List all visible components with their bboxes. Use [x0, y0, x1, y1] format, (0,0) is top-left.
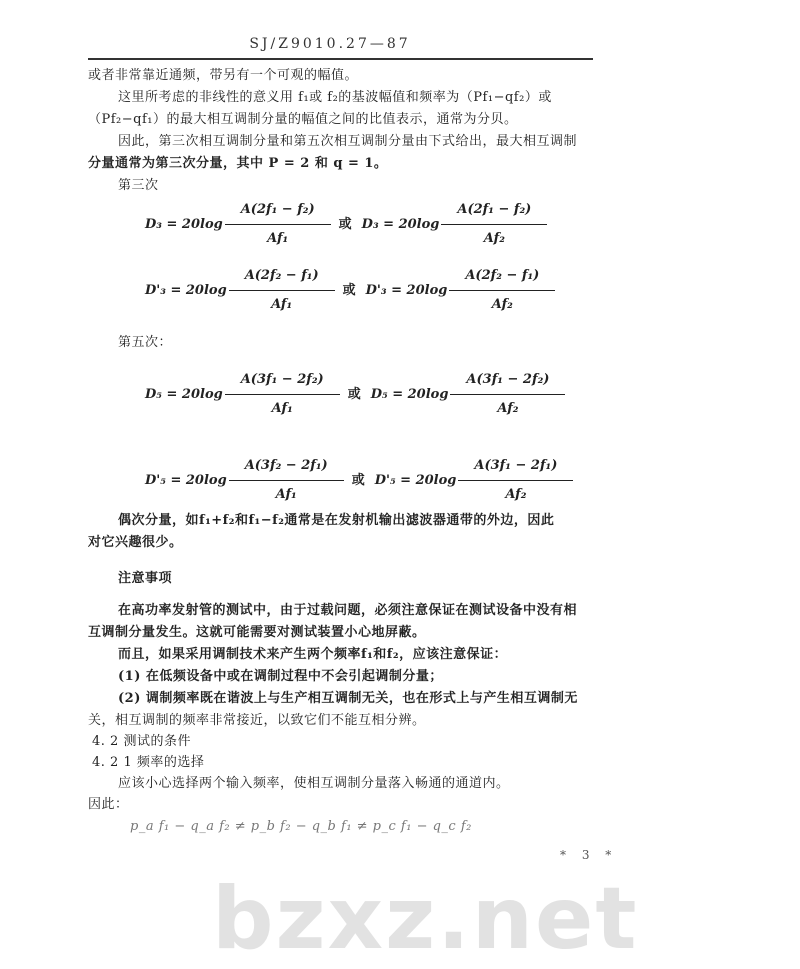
paragraph-line: 而且，如果采用调制技术来产生两个频率f₁和f₂，应该注意保证：	[118, 647, 508, 662]
formula-lhs: D₅ = 20log	[370, 386, 449, 402]
formula-lhs: D₃ = 20log	[361, 216, 440, 232]
list-item: (2) 调制频率既在谐波上与生产相互调制无关，也在形式上与产生相互调制无	[118, 691, 578, 706]
section-label-fifth: 第五次：	[118, 335, 173, 350]
formula-lhs: D₅ = 20log	[145, 386, 223, 402]
formula-d5	[145, 372, 563, 417]
denominator: Af₂	[450, 394, 565, 417]
paragraph-line: 在高功率发射管的测试中，由于过载问题，必须注意保证在测试设备中没有相	[118, 603, 578, 618]
denominator: Af₁	[225, 394, 340, 417]
paragraph-line: 对它兴趣很少。	[88, 535, 183, 550]
or-text: 或	[347, 386, 361, 402]
paragraph-line: （Pf₂−qf₁）的最大相互调制分量的幅值之间的比值表示，通常为分贝。	[88, 112, 518, 127]
numerator: A(2f₁ − f₂)	[240, 202, 315, 217]
numerator: A(3f₁ − 2f₁)	[474, 458, 558, 473]
numerator: A(2f₁ − f₂)	[457, 202, 532, 217]
formula-lhs: D'₃ = 20log	[365, 282, 448, 298]
section-heading: 4. 2 1 频率的选择	[92, 755, 205, 770]
numerator: A(3f₁ − 2f₂)	[466, 372, 550, 387]
paragraph-line: 互调制分量发生。这就可能需要对测试装置小心地屏蔽。	[88, 625, 426, 640]
denominator: Af₂	[458, 480, 573, 503]
list-item: (1) 在低频设备中或在调制过程中不会引起调制分量；	[118, 669, 443, 684]
numerator: A(2f₂ − f₁)	[244, 268, 319, 283]
page-number: * 3 *	[560, 848, 618, 862]
formula-lhs: D'₃ = 20log	[145, 282, 227, 298]
or-text: 或	[342, 282, 356, 298]
formula-d3-prime	[145, 268, 553, 313]
denominator: Af₂	[441, 224, 547, 247]
denominator: Af₁	[225, 224, 331, 247]
formula-lhs: D₃ = 20log	[145, 216, 223, 232]
numerator: A(3f₁ − 2f₂)	[240, 372, 324, 387]
paragraph-line: 关，相互调制的频率非常接近，以致它们不能互相分辨。	[88, 713, 426, 728]
paragraph-line: 或者非常靠近通频，带另有一个可观的幅值。	[88, 68, 359, 83]
paragraph-line: 应该小心选择两个输入频率，使相互调制分量落入畅通的通道内。	[118, 776, 510, 791]
formula-lhs: D'₅ = 20log	[145, 472, 227, 488]
denominator: Af₁	[229, 290, 335, 313]
formula-d5-prime	[145, 458, 571, 503]
numerator: A(3f₂ − 2f₁)	[244, 458, 328, 473]
denominator: Af₁	[229, 480, 344, 503]
paragraph-line: 这里所考虑的非线性的意义用 f₁或 f₂的基波幅值和频率为（Pf₁−qf₂）或	[118, 90, 552, 105]
formula-lhs: D'₅ = 20log	[374, 472, 457, 488]
denominator: Af₂	[449, 290, 555, 313]
paragraph-line: 因此，第三次相互调制分量和第五次相互调制分量由下式给出，最大相互调制	[118, 134, 578, 149]
notes-heading: 注意事项	[118, 571, 173, 586]
watermark: bzxz.net	[212, 869, 639, 969]
or-text: 或	[351, 472, 365, 488]
section-heading: 4. 2 测试的条件	[92, 734, 191, 749]
paragraph-line: 分量通常为第三次分量，其中 P = 2 和 q = 1。	[88, 156, 388, 171]
formula-frequency-condition: p_a f₁ − q_a f₂ ≠ p_b f₂ − q_b f₁ ≠ p_c f₁ − q_c f₂	[130, 819, 472, 834]
or-text: 或	[338, 216, 352, 232]
numerator: A(2f₂ − f₁)	[465, 268, 540, 283]
document-header: SJ/Z9010.27—87	[249, 36, 411, 52]
paragraph-line: 偶次分量，如f₁+f₂和f₁−f₂通常是在发射机输出滤波器通带的外边，因此	[118, 513, 555, 528]
section-label-third: 第三次	[118, 178, 159, 193]
header-rule	[88, 58, 593, 60]
formula-d3	[145, 202, 545, 247]
paragraph-line: 因此：	[88, 797, 129, 812]
